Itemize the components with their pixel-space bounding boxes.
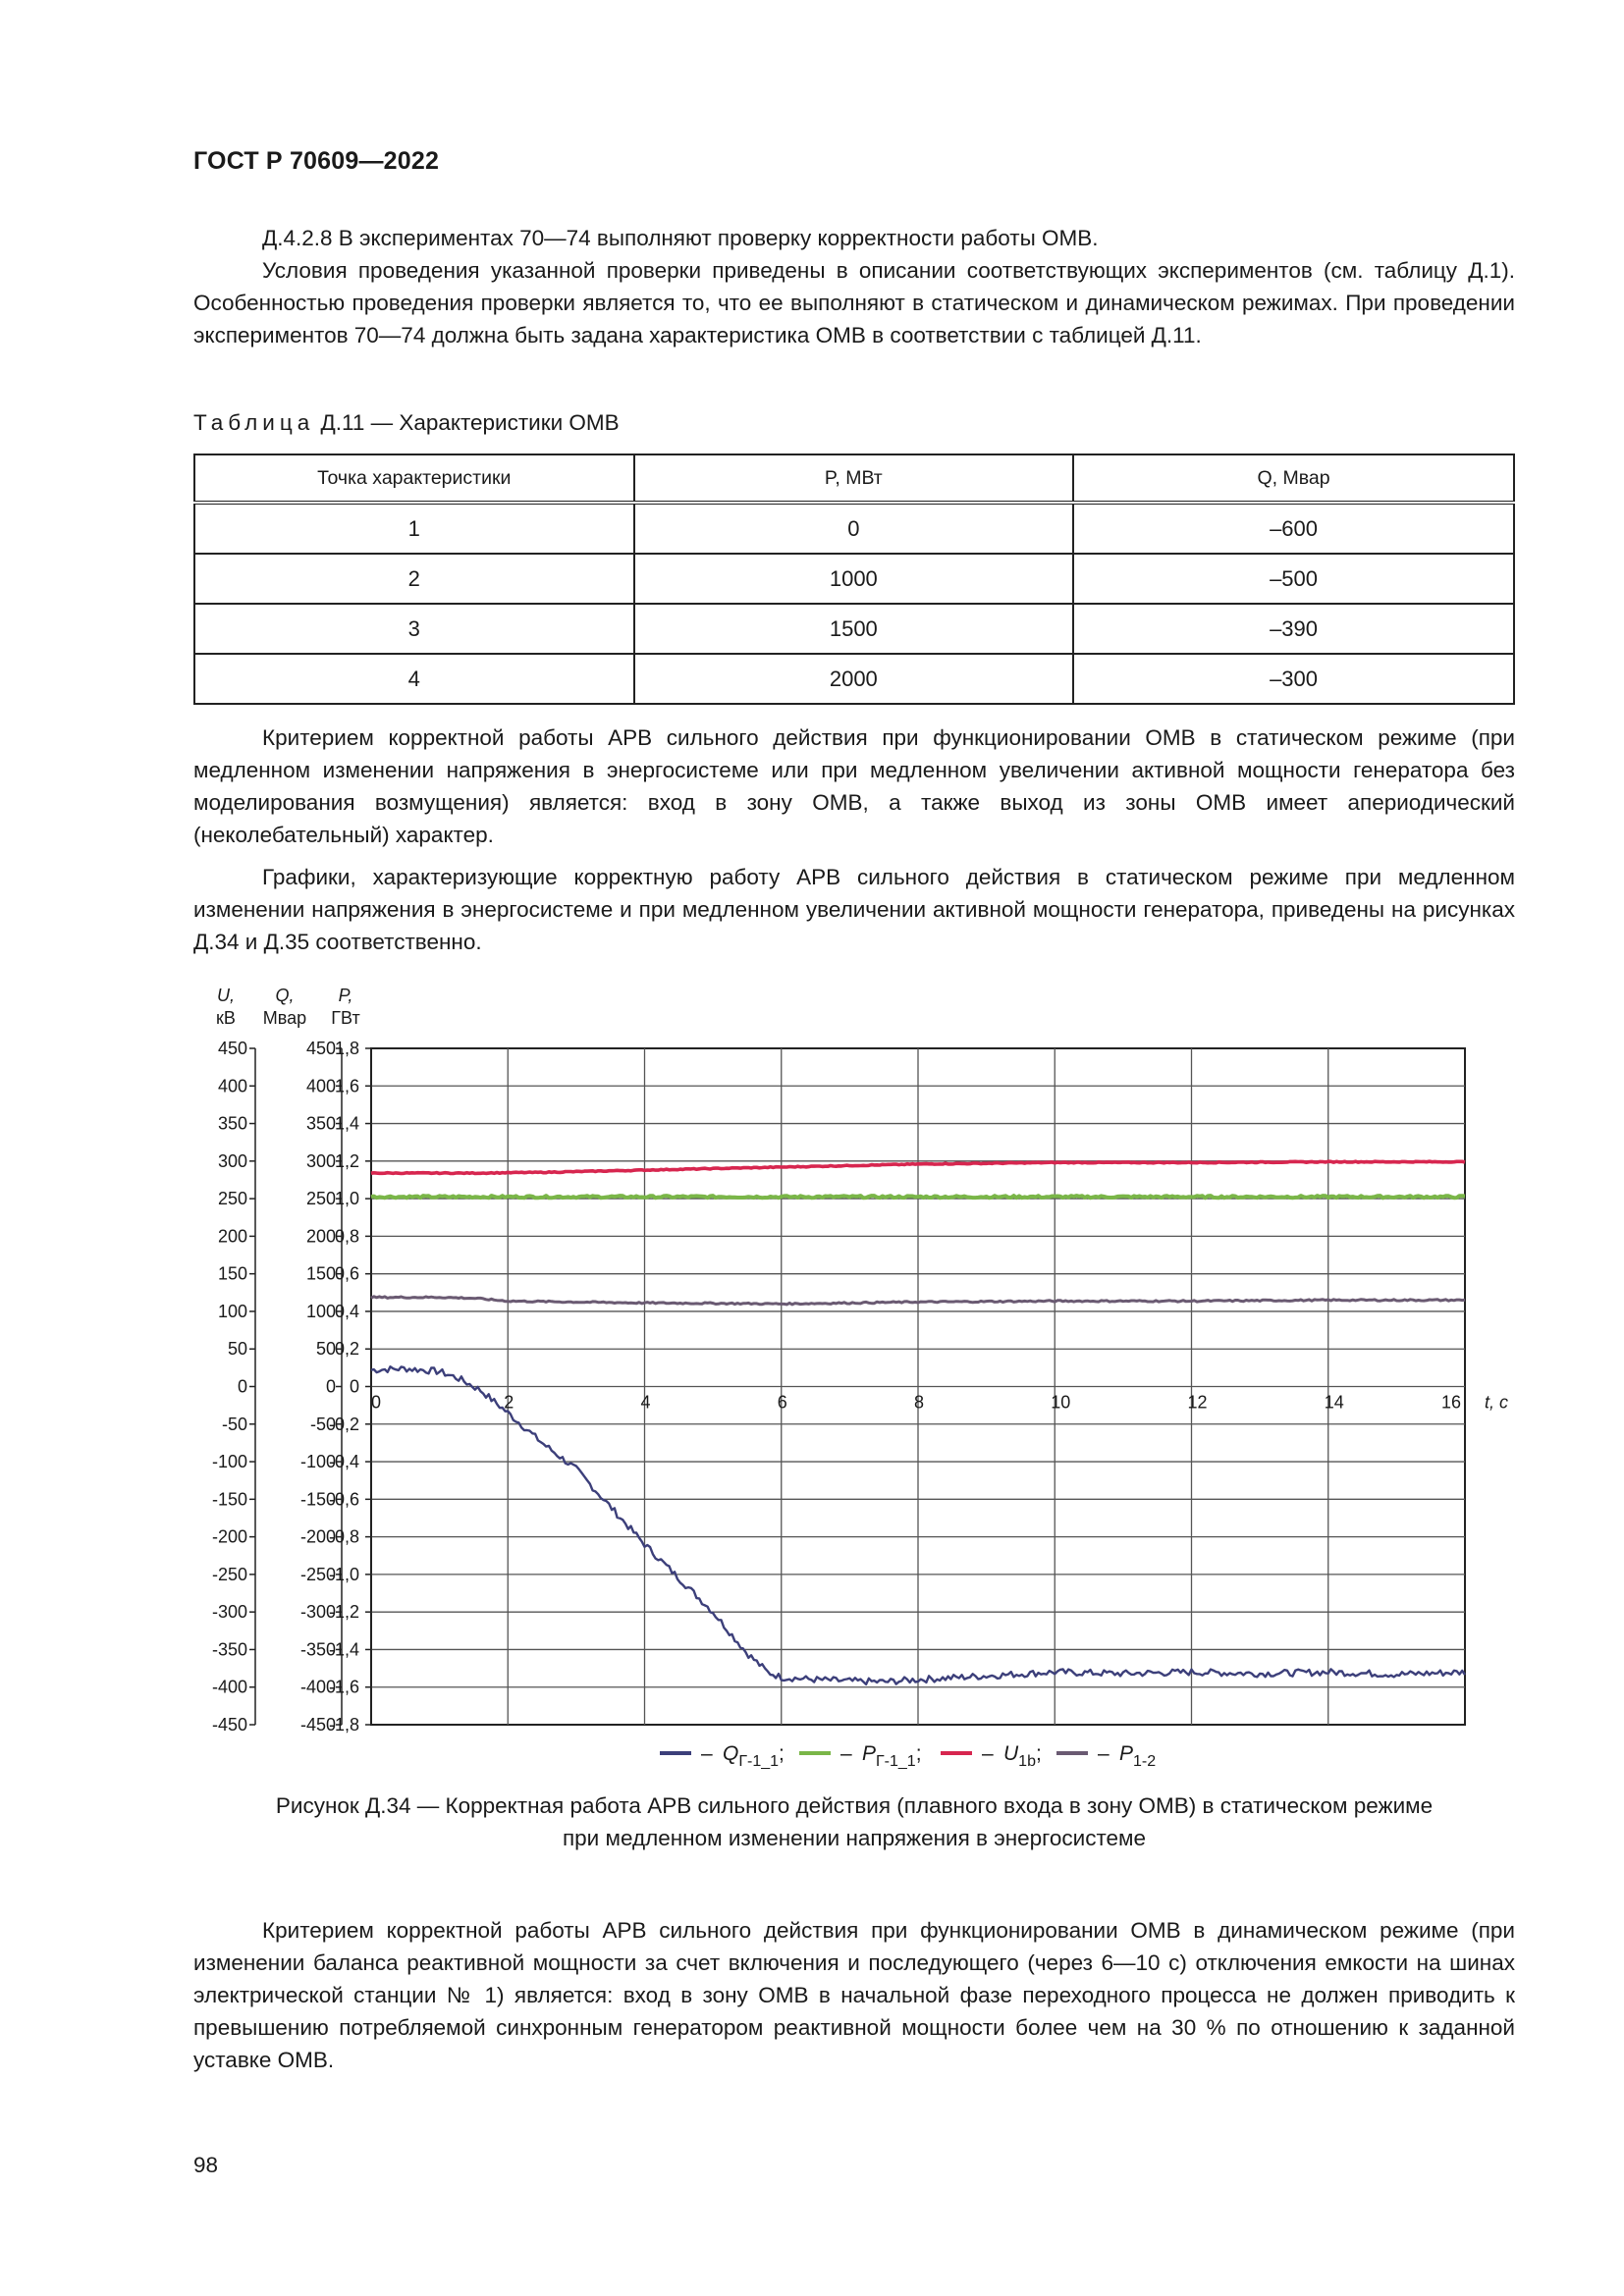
table-cell: 0 [634,503,1074,554]
table-cell: 2 [194,554,634,604]
y-axis-unit: Мвар [262,1008,307,1028]
y-tick-label: 0,8 [334,1226,359,1247]
y-tick-label: -0,8 [328,1526,359,1547]
y-tick-label: 350 [217,1113,247,1134]
page-number: 98 [193,2153,219,2177]
column-header: Q, Мвар [1073,454,1514,503]
table-cell: 1 [194,503,634,554]
paragraph: Критерием корректной работы АРВ сильного действия при функционировании ОМВ в статическом режиме (при медленном изменении напряжения в энергосистеме или при медленном увеличении активной мощности генератора без моделирования возмущения) является: вход в зону ОМВ, а также выход из зоны ОМВ имеет апериодический (неколебательный) характер. [193,725,1515,847]
y-tick-label: 450 [217,1039,247,1058]
y-tick-label: 0 [349,1376,359,1397]
y-tick-label: 250 [217,1189,247,1209]
y-tick-label: -1,0 [328,1564,359,1584]
y-tick-label: -200 [211,1526,247,1547]
y-tick-label: -300 [299,1602,336,1623]
x-tick-label: 10 [1051,1392,1071,1413]
paragraph: Критерием корректной работы АРВ сильного действия при функционировании ОМВ в динамическом режиме (при изменении баланса реактивной мощности за счет включения и последующего (через 6—10 с) отключения емкости на шинах электрической станции № 1) является: вход в зону ОМВ в начальной фазе переходного процесса не должен приводить к превышению потребляемой синхронным генератором реактивной мощности более чем на 30 % по отношению к заданной уставке ОМВ. [193,1918,1515,2072]
paragraph: Условия проведения указанной проверки приведены в описании соответствующих экспериментов (см. таблицу Д.1). Особенностью проведения проверки является то, что ее выполняют в статическом и динамическом режимах. При проведении экспериментов 70—74 должна быть задана характеристика ОМВ в соответствии с таблицей Д.11. [193,258,1515,347]
legend-label: $P_{1-2}$ [1119,1742,1157,1770]
y-tick-label: -1,8 [328,1715,359,1735]
y-tick-label: 100 [217,1301,247,1321]
table-cell: –390 [1073,604,1514,654]
y-tick-label: 250 [305,1189,336,1209]
y-tick-label: 150 [305,1263,336,1284]
y-axis-title: U, [217,986,235,1005]
y-axis-title: P, [338,986,353,1005]
y-tick-label: 100 [305,1301,336,1321]
y-tick-label: -350 [299,1639,336,1660]
y-tick-label: -450 [299,1715,336,1735]
y-tick-label: -450 [211,1715,247,1735]
y-tick-label: -1,6 [328,1677,359,1697]
y-axis-title: Q, [275,986,295,1005]
y-tick-label: 300 [217,1150,247,1171]
legend-dash: – [982,1742,994,1765]
legend-dash: – [840,1742,852,1765]
table-caption-title: Д.11 — Характеристики ОМВ [314,410,620,435]
legend-label: $P_{Г-1\_1}$; [862,1742,922,1770]
paragraph: Д.4.2.8 В экспериментах 70—74 выполняют проверку корректности работы ОМВ. [262,226,1099,250]
paragraph: Графики, характеризующие корректную работу АРВ сильного действия в статическом режиме при медленном изменении напряжения в энергосистеме и при медленном увеличении активной мощности генератора, приведены на рисунках Д.34 и Д.35 соответственно. [193,865,1515,954]
x-tick-label: 4 [640,1392,651,1413]
y-tick-label: -50 [221,1414,247,1434]
table-cell: 2000 [634,654,1074,704]
table-cell: –500 [1073,554,1514,604]
y-tick-label: -0,6 [328,1489,359,1510]
y-tick-label: -150 [211,1489,247,1510]
x-axis-label: t, с [1485,1392,1509,1413]
section-3 [193,1914,1515,2076]
x-tick-label: 12 [1187,1392,1208,1413]
y-tick-label: 0,2 [334,1339,359,1360]
table-cell: –600 [1073,503,1514,554]
y-tick-label: 1,8 [334,1039,359,1058]
table-cell: 1000 [634,554,1074,604]
column-header: Точка характеристики [194,454,634,503]
table-caption-prefix: Таблица [193,410,315,435]
y-tick-label: 50 [315,1339,336,1360]
y-tick-label: 400 [305,1076,336,1096]
y-tick-label: -250 [211,1564,247,1584]
y-tick-label: -1,2 [328,1602,359,1623]
y-tick-label: -0,2 [328,1414,359,1434]
y-tick-label: 0,4 [334,1301,359,1321]
y-axis-unit: кВ [216,1008,236,1028]
document-header: ГОСТ Р 70609—2022 [193,147,440,175]
y-tick-label: -400 [299,1677,336,1697]
y-tick-label: 350 [305,1113,336,1134]
y-tick-label: -1,4 [328,1639,359,1660]
x-tick-label: 0 [371,1392,382,1413]
y-tick-label: -100 [299,1452,336,1472]
y-tick-label: 0,6 [334,1263,359,1284]
y-tick-label: 50 [227,1339,247,1360]
y-tick-label: -200 [299,1526,336,1547]
table-cell: 4 [194,654,634,704]
y-tick-label: -150 [299,1489,336,1510]
table-cell: 1500 [634,604,1074,654]
x-tick-label: 6 [777,1392,787,1413]
y-tick-label: 300 [305,1150,336,1171]
y-tick-label: 400 [217,1076,247,1096]
legend-dash: – [701,1742,713,1765]
y-tick-label: 0 [325,1376,336,1397]
x-tick-label: 16 [1440,1392,1461,1413]
x-tick-label: 14 [1324,1392,1344,1413]
figure-caption-line-1: Рисунок Д.34 — Корректная работа АРВ сильного действия (плавного входа в зону ОМВ) в статическом режиме [275,1793,1434,1818]
y-tick-label: -0,4 [328,1452,359,1472]
y-tick-label: 200 [305,1226,336,1247]
y-tick-label: -50 [309,1414,336,1434]
y-tick-label: 1,0 [334,1189,359,1209]
y-tick-label: 1,4 [334,1113,359,1134]
y-tick-label: 1,6 [334,1076,359,1096]
column-header: P, МВт [634,454,1074,503]
x-tick-label: 2 [504,1392,514,1413]
figure-caption-line-2: при медленном изменении напряжения в энергосистеме [562,1826,1147,1850]
y-tick-label: 150 [217,1263,247,1284]
y-tick-label: -300 [211,1602,247,1623]
x-tick-label: 8 [914,1392,925,1413]
table-cell: –300 [1073,654,1514,704]
y-axis-unit: ГВт [331,1008,360,1028]
table-cell: 3 [194,604,634,654]
y-tick-label: 0 [237,1376,247,1397]
y-tick-label: -400 [211,1677,247,1697]
y-tick-label: 1,2 [334,1150,359,1171]
y-tick-label: -250 [299,1564,336,1584]
y-tick-label: 200 [217,1226,247,1247]
series-line-PГ-1_1 [371,1196,1465,1198]
legend-label: $U_{1b}$; [1003,1742,1042,1770]
figure-caption [193,1789,1515,1854]
legend-label: $Q_{Г-1\_1}$; [723,1742,785,1770]
legend-dash: – [1098,1742,1110,1765]
y-tick-label: 450 [305,1039,336,1058]
y-tick-label: -350 [211,1639,247,1660]
y-tick-label: -100 [211,1452,247,1472]
